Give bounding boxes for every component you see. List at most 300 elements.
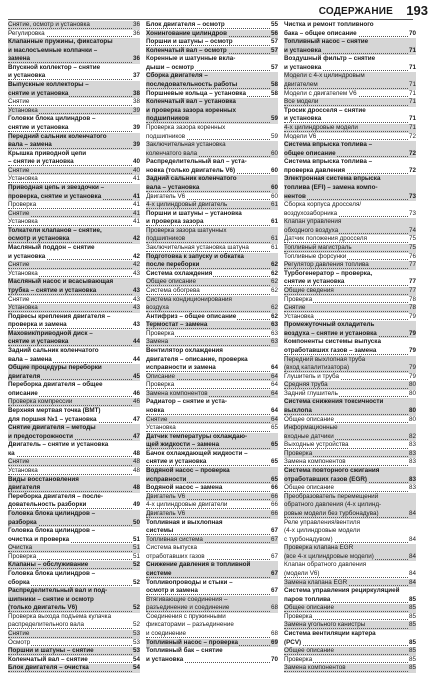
toc-entry-title: довательность разборки (8, 501, 87, 509)
toc-entry (146, 107, 278, 116)
toc-entry (284, 210, 416, 219)
toc-entry-title: Снижение давления в топливной (146, 561, 251, 569)
toc-entry-page: 84 (408, 509, 416, 517)
toc-entry-title: Общее описание (284, 647, 334, 655)
toc-entry-page: 71 (408, 46, 416, 54)
dot-leader (8, 182, 140, 183)
toc-entry-title: новка (только двигатель V6) (146, 166, 236, 174)
toc-entry (8, 330, 140, 339)
toc-entry-title: Система снижения токсичности (284, 398, 384, 406)
toc-entry (146, 133, 278, 142)
toc-entry-page: 36 (132, 21, 140, 28)
toc-entry (8, 38, 140, 47)
toc-entry-page: 61 (270, 201, 278, 209)
dot-leader (146, 122, 278, 123)
toc-entry-page: 63 (270, 329, 278, 337)
toc-entry-title: Система управления рециркуляцией (284, 587, 400, 595)
toc-entry-title: снятие и установка (8, 338, 69, 346)
toc-entry (146, 364, 278, 373)
toc-entry-title: Система впрыска топлива – (284, 158, 373, 166)
toc-entry (146, 553, 278, 562)
dot-leader (284, 611, 416, 612)
toc-entry-page: 62 (270, 304, 278, 312)
toc-entry (284, 579, 416, 588)
toc-entry-title: замена (8, 55, 31, 63)
toc-entry-page: 85 (408, 655, 416, 663)
toc-entry-title: Замена клапана EGR (284, 578, 348, 586)
dot-leader (284, 645, 416, 646)
toc-entry (284, 527, 416, 536)
dot-leader (146, 285, 278, 286)
toc-entry-page: 45 (132, 372, 140, 380)
toc-entry (146, 201, 278, 210)
toc-entry-page: 36 (132, 55, 140, 63)
toc-entry-title: Заключительная установка (146, 141, 226, 149)
toc-entry-title: Промежуточный охладитель (284, 321, 375, 329)
toc-entry-title: Снятие (146, 415, 168, 423)
toc-entry (146, 416, 278, 425)
toc-entry-title: Выходные устройства (284, 441, 349, 449)
toc-entry-page: 80 (408, 381, 416, 389)
toc-entry-page: 68 (270, 630, 278, 638)
dot-leader (8, 62, 140, 63)
toc-entry (284, 253, 416, 262)
toc-entry-title: и установка (284, 46, 322, 54)
toc-column-2 (146, 21, 278, 663)
toc-entry-page: 58 (270, 89, 278, 97)
toc-entry (8, 90, 140, 99)
dot-leader (8, 628, 140, 629)
toc-entry-title: вала – замена (8, 141, 52, 149)
toc-entry (146, 407, 278, 416)
toc-entry-page: 64 (270, 389, 278, 397)
toc-entry-page: 42 (132, 235, 140, 243)
toc-entry (8, 184, 140, 193)
toc-entry (284, 390, 416, 399)
toc-entry-title: Проверка (8, 201, 37, 209)
page-title: СОДЕРЖАНИЕ (318, 6, 393, 17)
toc-entry-page: 73 (408, 192, 416, 200)
toc-entry-page: 59 (270, 132, 278, 140)
toc-entry-page: 43 (132, 304, 140, 312)
toc-entry (8, 510, 140, 519)
toc-entry-title: Водяной насос – проверка (146, 467, 230, 475)
toc-entry-title: снятие и установка (146, 458, 207, 466)
toc-entry (284, 115, 416, 124)
toc-entry-page: 85 (408, 612, 416, 620)
toc-entry-page: 67 (270, 570, 278, 577)
toc-entry-title: Общее описание (146, 278, 196, 286)
toc-entry-title: Модели с двигателем V6 (284, 89, 357, 97)
toc-entry-title: фиксаторами – разъединение (146, 621, 234, 629)
toc-entry (8, 433, 140, 442)
toc-entry-title: воздухозаборника (284, 209, 338, 217)
toc-entry (8, 356, 140, 365)
toc-entry-page: 84 (408, 535, 416, 543)
toc-entry-page: 50 (132, 518, 140, 526)
toc-entry-page: 79 (408, 346, 416, 354)
header-rule (8, 19, 413, 20)
dot-leader (8, 345, 140, 346)
toc-entry-title: последовательность работы (146, 81, 238, 89)
toc-entry (284, 150, 416, 159)
dot-leader (284, 388, 416, 389)
toc-entry (284, 656, 416, 665)
toc-entry (284, 647, 416, 656)
toc-entry (8, 621, 140, 630)
toc-entry (8, 416, 140, 425)
toc-entry (284, 561, 416, 570)
toc-entry (146, 287, 278, 296)
toc-entry (284, 72, 416, 81)
toc-entry-title: Замена (146, 338, 169, 346)
toc-entry-title: (только двигатель V6) (8, 604, 78, 612)
toc-entry-title: для поршня №1 – установка (8, 415, 97, 423)
dot-leader (8, 568, 140, 569)
toc-entry-page: 39 (132, 141, 140, 149)
toc-entry-title: воздуха – снятие и установка (284, 329, 377, 337)
toc-entry-title: Установка (284, 312, 314, 320)
toc-entry (146, 193, 278, 202)
toc-entry (284, 201, 416, 210)
toc-entry-page: 71 (408, 98, 416, 106)
dot-leader (284, 285, 416, 286)
toc-entry-title: Выпускные коллекторы – (8, 81, 89, 89)
toc-entry (284, 424, 416, 433)
toc-entry (284, 621, 416, 630)
toc-entry-title: трубка – снятие и установка (8, 286, 97, 294)
toc-entry (8, 596, 140, 605)
toc-entry (8, 55, 140, 64)
dot-leader (284, 448, 416, 449)
toc-entry-title: системы (146, 527, 174, 535)
toc-entry-title: снятие и установка (284, 278, 345, 286)
toc-entry-title: исправности (146, 475, 187, 483)
toc-entry-page: 43 (132, 321, 140, 329)
toc-entry (146, 656, 278, 665)
toc-entry-title: Переборка двигателя – после- (8, 492, 103, 500)
toc-entry (146, 55, 278, 64)
toc-entry (284, 338, 416, 347)
toc-entry-title: Снятие двигателя – методы (8, 424, 96, 432)
toc-entry-page: 44 (132, 355, 140, 363)
toc-entry-title: Распределительный вал – уста- (146, 158, 247, 166)
toc-entry-page: 66 (270, 501, 278, 509)
toc-entry-title: Топливная и выхлопная (146, 518, 223, 526)
toc-entry-page: 57 (270, 63, 278, 71)
toc-entry-title: Поршневые кольца – установка (146, 89, 246, 97)
toc-entry-title: и установка (8, 72, 46, 80)
toc-entry (146, 261, 278, 270)
toc-entry-title: Снятие (8, 166, 30, 174)
toc-entry-page: 42 (132, 252, 140, 260)
toc-entry (284, 158, 416, 167)
toc-entry (8, 64, 140, 73)
toc-entry-title: Водяной насос – замена (146, 484, 223, 492)
toc-entry (284, 407, 416, 416)
toc-entry (8, 244, 140, 253)
toc-entry-page: 41 (132, 209, 140, 217)
toc-entry (8, 210, 140, 219)
toc-entry-title: Установка (146, 424, 176, 432)
toc-entry-title: Все модели (284, 98, 319, 106)
toc-entry-page: 57 (270, 46, 278, 54)
toc-entry (284, 347, 416, 356)
toc-entry-page: 36 (132, 29, 140, 37)
toc-entry-title: отработавших газов (EGR) (284, 475, 368, 483)
toc-entry-title: подшипников (146, 235, 186, 243)
toc-entry (284, 304, 416, 313)
toc-entry-title: Компоненты системы выпуска (284, 338, 381, 346)
dot-leader (284, 465, 416, 466)
toc-entry-title: Блок двигателя – очистка (8, 664, 89, 672)
toc-entry-title: Коленчатый вал – снятие (8, 655, 88, 663)
toc-entry-page: 62 (270, 261, 278, 269)
toc-entry-title: Система впрыска топлива – (284, 141, 373, 149)
toc-entry (8, 107, 140, 116)
toc-entry-page: 62 (270, 286, 278, 294)
toc-entry-page: 77 (408, 261, 416, 269)
toc-entry-title: – снятие и установка (8, 158, 74, 166)
toc-entry (8, 193, 140, 202)
toc-entry (146, 450, 278, 459)
toc-entry-page: 52 (132, 561, 140, 569)
toc-entry (284, 476, 416, 485)
toc-entry-page: 53 (132, 638, 140, 646)
toc-entry-title: Топливный насос – проверка (146, 638, 239, 646)
toc-entry-page: 75 (408, 235, 416, 243)
toc-entry-page: 85 (408, 638, 416, 646)
toc-entry (146, 313, 278, 322)
toc-entry-title: Снятие, осмотр и установка (8, 21, 90, 28)
toc-entry (8, 167, 140, 176)
toc-entry (146, 381, 278, 390)
toc-entry-page: 53 (132, 647, 140, 655)
toc-entry (284, 133, 416, 142)
toc-entry-title: Передний сальник коленчатого (8, 132, 107, 140)
toc-entry-page: 69 (270, 638, 278, 646)
toc-entry-title: паров топлива (284, 595, 331, 603)
toc-entry (146, 253, 278, 262)
toc-entry-title: дыши – осмотр (146, 63, 194, 71)
toc-entry-title: Радиатор – снятие и уста- (146, 398, 228, 406)
toc-entry (146, 124, 278, 133)
toc-entry (8, 227, 140, 236)
toc-entry-page: 64 (270, 372, 278, 380)
toc-entry (8, 201, 140, 210)
toc-entry-title: Заключительная установка шатуна (146, 244, 249, 252)
toc-entry-title: Топливопроводы и стыки – (146, 578, 233, 586)
toc-entry (284, 501, 416, 510)
toc-entry-page: 66 (270, 492, 278, 500)
toc-entry-page: 41 (132, 192, 140, 200)
toc-entry-title: коленчатого вала (146, 149, 198, 157)
toc-entry (146, 441, 278, 450)
toc-entry-title: снятие и установка (8, 89, 69, 97)
toc-entry (8, 398, 140, 407)
toc-entry (146, 158, 278, 167)
toc-entry-title: Очистка (8, 544, 33, 552)
dot-leader (8, 611, 140, 612)
toc-entry (284, 167, 416, 176)
toc-entry-title: (4-х цилиндровые модели (284, 527, 361, 535)
toc-entry (146, 519, 278, 528)
toc-entry (284, 536, 416, 545)
toc-entry-page: 84 (408, 578, 416, 586)
toc-entry-title: Клапанные пружины, фиксаторы (8, 38, 113, 46)
toc-entry-page: 71 (408, 89, 416, 97)
toc-entry (284, 227, 416, 236)
toc-entry (8, 441, 140, 450)
toc-entry-page: 48 (132, 467, 140, 475)
dot-leader (146, 225, 278, 226)
toc-entry-page: 66 (270, 484, 278, 492)
toc-entry-title: Проверка (284, 655, 313, 663)
toc-entry-title: входные датчики (284, 432, 334, 440)
toc-entry (8, 338, 140, 347)
toc-entry (146, 373, 278, 382)
toc-entry-title: Глушитель и труба (284, 372, 340, 380)
toc-entry-title: распределительного вала (8, 621, 84, 629)
toc-entry (8, 476, 140, 485)
toc-entry-title: ка (8, 449, 15, 457)
toc-entry-title: проверка давления (284, 166, 346, 174)
toc-entry (284, 484, 416, 493)
page-header (0, 0, 432, 22)
toc-entry (146, 647, 278, 656)
toc-entry (8, 544, 140, 553)
toc-entry-page: 85 (408, 664, 416, 672)
toc-entry-title: Сборка двигателя – (146, 72, 208, 80)
toc-entry-title: Подготовка к запуску и обкатка (146, 252, 244, 260)
toc-entry-page: 41 (132, 175, 140, 183)
toc-entry (146, 72, 278, 81)
toc-entry-title: Информационные (284, 424, 338, 432)
toc-entry-title: Коленчатый вал – осмотр (146, 46, 227, 54)
dot-leader (8, 465, 140, 466)
toc-entry (284, 107, 416, 116)
toc-entry-page: 63 (270, 321, 278, 329)
toc-entry (284, 596, 416, 605)
toc-entry-title: Система повторного сжигания (284, 467, 380, 475)
dot-leader (146, 508, 278, 509)
toc-entry-page: 65 (270, 475, 278, 483)
toc-entry (146, 467, 278, 476)
dot-leader (8, 508, 140, 509)
dot-leader (8, 225, 140, 226)
toc-entry (146, 596, 278, 605)
toc-entry (146, 227, 278, 236)
toc-entry (284, 81, 416, 90)
toc-entry (284, 193, 416, 202)
toc-entry-title: Общие сведения (284, 286, 334, 294)
toc-entry-page: 37 (132, 72, 140, 80)
toc-entry (8, 536, 140, 545)
dot-leader (8, 456, 140, 457)
toc-entry-page: 52 (132, 621, 140, 629)
toc-entry-title: Коленчатый вал – установка (146, 98, 236, 106)
toc-entry-title: Двигатель V6 (146, 192, 186, 200)
toc-entry-page: 68 (270, 604, 278, 612)
toc-entry-title: Система кондиционирования (146, 295, 232, 303)
toc-entry-title: Головка блока цилиндров – (8, 527, 96, 535)
toc-entry-title: подшипников (146, 115, 189, 123)
toc-entry-title: Распределительный вал и под- (8, 587, 108, 595)
toc-entry-title: Масляный поддон – снятие (8, 244, 95, 252)
toc-entry (146, 304, 278, 313)
toc-entry-title: Проверка (284, 449, 313, 457)
toc-entry-page: 85 (408, 595, 416, 603)
toc-entry (8, 587, 140, 596)
toc-entry-page: 40 (132, 158, 140, 166)
toc-entry-title: Впускной коллектор – снятие (8, 63, 101, 71)
toc-entry (146, 330, 278, 339)
toc-entry (284, 21, 416, 30)
toc-entry-title: Система охлаждения (146, 269, 213, 277)
dot-leader (146, 611, 278, 612)
toc-entry (8, 30, 140, 39)
toc-entry-title: Установка (8, 175, 38, 183)
toc-entry (146, 493, 278, 502)
toc-entry-page: 62 (270, 269, 278, 277)
toc-entry-page: 40 (132, 166, 140, 174)
toc-entry (8, 364, 140, 373)
toc-entry-title: Проверка (146, 381, 175, 389)
toc-entry-page: 83 (408, 441, 416, 449)
toc-entry-title: Маховик/приводной диск – (8, 329, 93, 337)
dot-leader (8, 242, 140, 243)
toc-entry-title: Клапан обратного давления (284, 561, 367, 569)
toc-entry (8, 218, 140, 227)
toc-entry-page: 72 (408, 166, 416, 174)
toc-entry-title: обратного давления (4-х цилинд- (284, 501, 382, 509)
toc-entry (284, 433, 416, 442)
toc-entry (8, 313, 140, 322)
toc-entry-title: Коренные и шатунные вкла- (146, 55, 236, 63)
toc-entry-page: 43 (132, 286, 140, 294)
toc-entry-page: 54 (132, 655, 140, 663)
toc-entry-page: 54 (132, 664, 140, 672)
dot-leader (284, 628, 416, 629)
toc-entry-page: 43 (132, 269, 140, 277)
toc-entry-page: 82 (408, 432, 416, 440)
toc-entry-title: Установка (8, 467, 38, 475)
toc-entry-title: Блок двигателя – осмотр (146, 21, 225, 28)
toc-entry (284, 356, 416, 365)
toc-entry-title: 4-х цилиндровый двигатель (146, 201, 228, 209)
toc-entry (8, 519, 140, 528)
toc-entry-page: 52 (132, 604, 140, 612)
toc-entry (284, 321, 416, 330)
toc-entry (8, 484, 140, 493)
toc-entry (8, 381, 140, 390)
toc-entry-page: 79 (408, 329, 416, 337)
toc-entry-title: осмотр и установка (8, 235, 70, 243)
page-number: 193 (406, 3, 428, 18)
toc-entry-page: 83 (408, 484, 416, 492)
toc-entry-title: Описание (146, 372, 175, 380)
toc-entry-title: Топливный магистраль (284, 244, 352, 252)
toc-entry (284, 330, 416, 339)
toc-entry (8, 296, 140, 305)
toc-entry-title: Установка (8, 304, 38, 312)
dot-leader (146, 414, 278, 415)
toc-entry-page: 65 (270, 424, 278, 432)
toc-entry (8, 287, 140, 296)
toc-entry-page: 46 (132, 398, 140, 406)
toc-entry-title: Система вентиляции картера (284, 630, 376, 638)
toc-entry (284, 244, 416, 253)
